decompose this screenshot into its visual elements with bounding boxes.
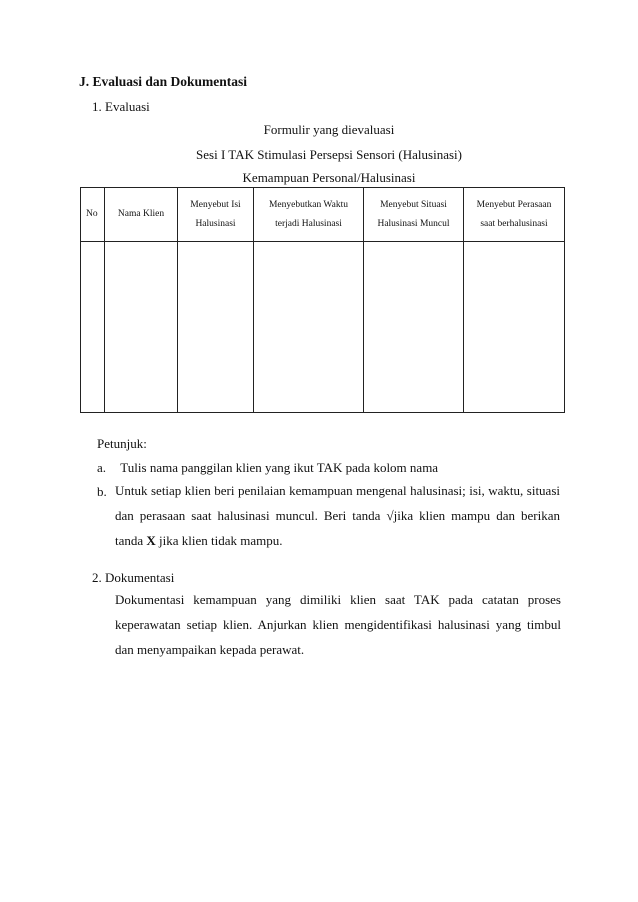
table-cell-nama: [105, 242, 178, 413]
petunjuk-item-b: Untuk setiap klien beri penilaian kemampuan mengenal halusinasi; isi, waktu, situasi dan perasaan saat halusinasi muncul. Beri tanda √jika klien mampu dan berikan tanda X jika klien tidak mampu.: [115, 483, 560, 548]
table-row: [81, 242, 565, 413]
header-menyebut-situasi: Menyebut Situasi Halusinasi Muncul: [364, 188, 464, 242]
petunjuk-title: Petunjuk:: [97, 436, 147, 451]
table-cell-no: [81, 242, 105, 413]
form-title: Formulir yang dievaluasi: [263, 122, 395, 137]
table-cell-isi: [178, 242, 254, 413]
header-nama-klien: Nama Klien: [105, 188, 178, 242]
table-header-row: [81, 188, 565, 242]
section-heading: J. Evaluasi dan Dokumentasi: [79, 74, 248, 89]
list-marker-b: b.: [97, 484, 107, 499]
header-no: No: [81, 188, 105, 242]
form-subtitle: Sesi I TAK Stimulasi Persepsi Sensori (Halusinasi): [196, 147, 462, 162]
header-menyebut-isi: Menyebut Isi Halusinasi: [178, 188, 254, 242]
evaluation-table: [80, 187, 565, 413]
dokumentasi-paragraph: Dokumentasi kemampuan yang dimiliki klien saat TAK pada catatan proses keperawatan setiap klien. Anjurkan klien mengidentifikasi halusinasi yang timbul dan menyampaikan kepada perawat.: [115, 592, 561, 657]
cross-mark: X: [146, 533, 156, 548]
subsection-dokumentasi: 2. Dokumentasi: [92, 570, 175, 585]
table-cell-waktu: [254, 242, 364, 413]
table-cell-perasaan: [464, 242, 565, 413]
table-cell-situasi: [364, 242, 464, 413]
form-ability: Kemampuan Personal/Halusinasi: [242, 170, 416, 185]
petunjuk-text-a: Tulis nama panggilan klien yang ikut TAK pada kolom nama: [120, 460, 439, 475]
petunjuk-item-a: [97, 460, 438, 476]
list-marker-a: a.: [97, 460, 107, 475]
header-menyebut-perasaan: Menyebut Perasaan saat berhalusinasi: [464, 188, 565, 242]
header-menyebutkan-waktu: Menyebutkan Waktu terjadi Halusinasi: [254, 188, 364, 242]
subsection-evaluasi: 1. Evaluasi: [92, 99, 150, 114]
